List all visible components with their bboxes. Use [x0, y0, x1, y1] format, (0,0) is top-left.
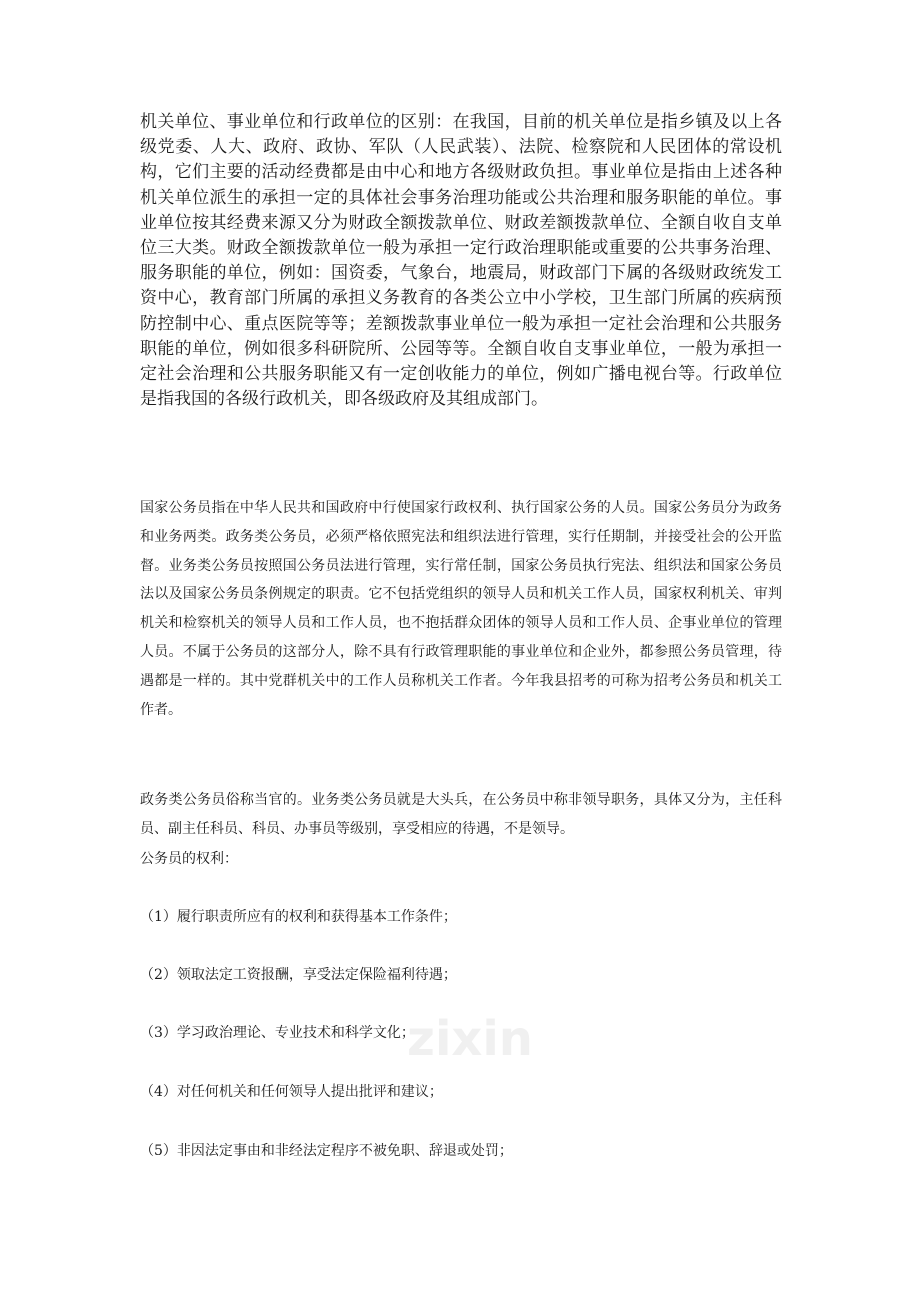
rights-list-item: （2）领取法定工资报酬，享受法定保险福利待遇；: [140, 967, 457, 983]
watermark-text: zixin: [407, 1011, 533, 1067]
civil-servant-paragraph: 国家公务员指在中华人民共和国政府中行使国家行政权利、执行国家公务的人员。国家公务员分为政务和业务两类。政务类公务员，必须严格依照宪法和组织法进行管理，实行任期制，并接受社会的公开监督。业务类公务员按照国公务员法进行管理，实行常任制，国家公务员执行宪法、组织法和国家公务员法以及国家公务员条例规定的职责。它不包括党组织的领导人员和机关工作人员，国家权利机关、审判机关和检察机关的领导人员和工作人员，也不抱括群众团体的领导人员和工作人员、企事业单位的管理人员。不属于公务员的这部分人，除不具有行政管理职能的事业单位和企业外，都参照公务员管理，待遇都是一样的。其中党群机关中的工作人员称机关工作者。今年我县招考的可称为招考公务员和机关工作者。: [140, 500, 782, 718]
rights-list-item: （1）履行职责所应有的权利和获得基本工作条件；: [140, 909, 457, 925]
rights-heading: 公务员的权利：: [140, 851, 238, 867]
rights-list-item: （4）对任何机关和任何领导人提出批评和建议；: [140, 1084, 443, 1100]
rights-list-item: （3）学习政治理论、专业技术和科学文化；: [140, 1025, 415, 1041]
rights-list-item: （5）非因法定事由和非经法定程序不被免职、辞退或处罚；: [140, 1143, 513, 1159]
civil-servant-types-paragraph: 政务类公务员俗称当官的。业务类公务员就是大头兵，在公务员中称非领导职务，具体又分为，主任科员、副主任科员、科员、办事员等级别，享受相应的待遇，不是领导。: [140, 792, 782, 837]
lead-paragraph: 机关单位、事业单位和行政单位的区别：在我国，目前的机关单位是指乡镇及以上各级党委、人大、政府、政协、军队（人民武装）、法院、检察院和人民团体的常设机构，它们主要的活动经费都是由中心和地方各级财政负担。事业单位是指由上述各种机关单位派生的承担一定的具体社会事务治理功能或公共治理和服务职能的单位。事业单位按其经费来源又分为财政全额拨款单位、财政差额拨款单位、全额自收自支单位三大类。财政全额拨款单位一般为承担一定行政治理职能或重要的公共事务治理、服务职能的单位，例如：国资委，气象台，地震局，财政部门下属的各级财政统发工资中心，教育部门所属的承担义务教育的各类公立中小学校，卫生部门所属的疾病预防控制中心、重点医院等等；差额拨款事业单位一般为承担一定社会治理和公共服务职能的单位，例如很多科研院所、公园等等。全额自收自支事业单位，一般为承担一定社会治理和公共服务职能又有一定创收能力的单位，例如广播电视台等。行政单位是指我国的各级行政机关，即各级政府及其组成部门。: [140, 112, 782, 410]
